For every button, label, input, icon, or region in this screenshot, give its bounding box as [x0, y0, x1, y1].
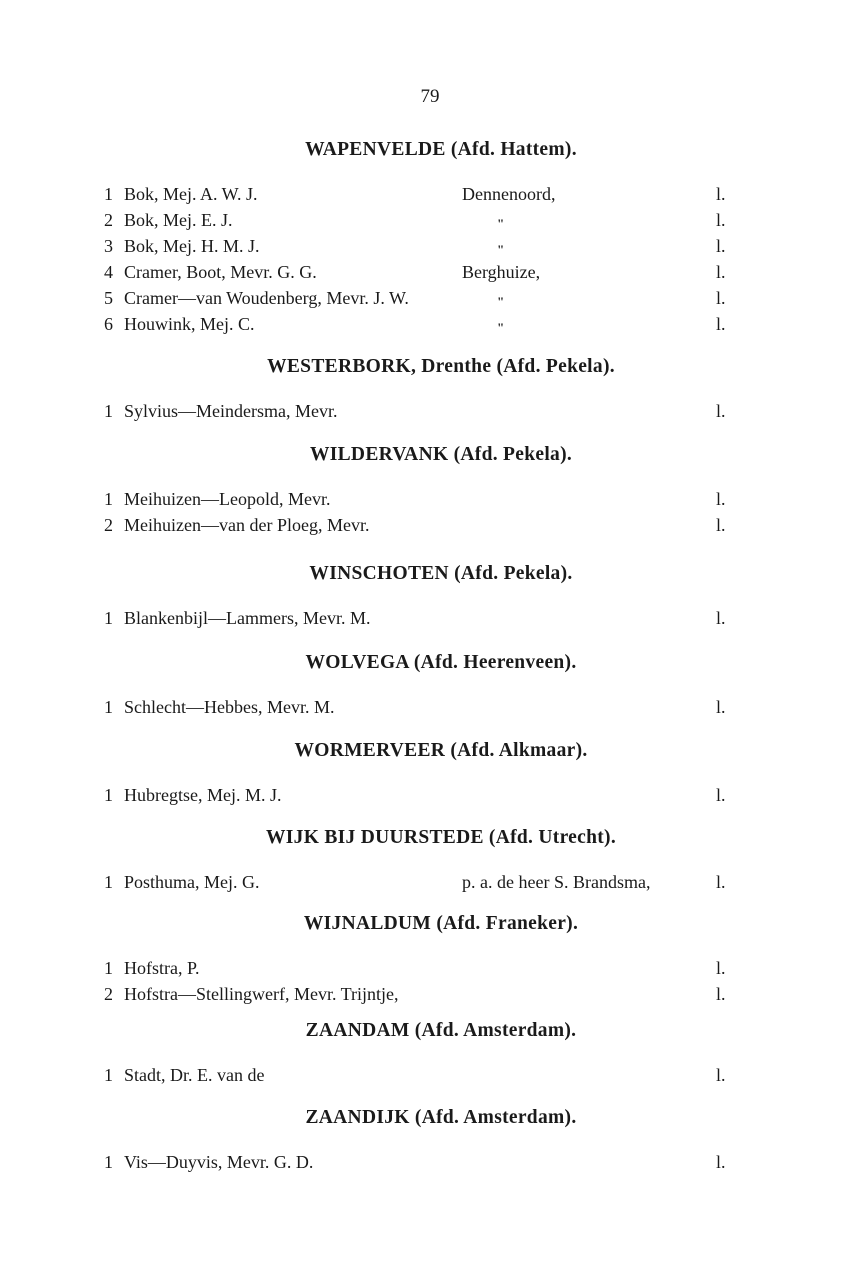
entry-name: Meihuizen—van der Ploeg, Mevr. [124, 515, 370, 535]
entry-row [0, 512, 860, 538]
entry-list [0, 1062, 860, 1088]
entry-mark: l. [716, 872, 726, 892]
section [0, 1105, 860, 1175]
entry-row [0, 233, 860, 259]
entry-list [0, 486, 860, 538]
section-title: WOLVEGA (Afd. Heerenveen). [305, 652, 577, 673]
entry-number: 1 [104, 184, 113, 204]
entry-row [0, 981, 860, 1007]
entry-list [0, 694, 860, 720]
entry-name: Hubregtse, Mej. M. J. [124, 785, 282, 805]
entry-mark: l. [716, 288, 726, 308]
entry-mark: l. [716, 401, 726, 421]
section-title: WINSCHOTEN (Afd. Pekela). [309, 563, 573, 584]
section [0, 1018, 860, 1088]
section-title: WORMERVEER (Afd. Alkmaar). [294, 740, 588, 761]
entry-name: Cramer—van Woudenberg, Mevr. J. W. [124, 288, 409, 308]
entry-name: Bok, Mej. H. M. J. [124, 236, 260, 256]
entry-number: 1 [104, 697, 113, 717]
entry-name: Bok, Mej. A. W. J. [124, 184, 258, 204]
entry-name: Stadt, Dr. E. van de [124, 1065, 265, 1085]
entry-list [0, 955, 860, 1007]
entry-row [0, 398, 860, 424]
entry-name: Hofstra—Stellingwerf, Mevr. Trijntje, [124, 984, 399, 1004]
section [0, 650, 860, 720]
entry-name: Houwink, Mej. C. [124, 314, 255, 334]
entry-row [0, 181, 860, 207]
entry-row [0, 285, 860, 311]
entry-list [0, 181, 860, 337]
entry-row [0, 782, 860, 808]
entry-mark: l. [716, 697, 726, 717]
entry-mark: l. [716, 1152, 726, 1172]
entry-mark: l. [716, 958, 726, 978]
entry-list [0, 782, 860, 808]
entry-name: Meihuizen—Leopold, Mevr. [124, 489, 331, 509]
entry-place: p. a. de heer S. Brandsma, [462, 872, 651, 892]
entry-row [0, 259, 860, 285]
section [0, 442, 860, 538]
entry-number: 6 [104, 314, 113, 334]
entry-row [0, 955, 860, 981]
entry-mark: l. [716, 785, 726, 805]
entry-mark: l. [716, 262, 726, 282]
section-title: WESTERBORK, Drenthe (Afd. Pekela). [267, 356, 615, 377]
entry-number: 1 [104, 785, 113, 805]
entry-list [0, 869, 860, 895]
entry-number: 1 [104, 489, 113, 509]
entry-mark: l. [716, 984, 726, 1004]
entry-row [0, 605, 860, 631]
entry-row [0, 486, 860, 512]
section [0, 561, 860, 631]
entry-number: 4 [104, 262, 113, 282]
ditto-mark: " [497, 294, 505, 309]
page-number: 79 [420, 86, 440, 107]
entry-mark: l. [716, 236, 726, 256]
entry-place: Dennenoord, [462, 184, 556, 204]
ditto-mark: " [497, 242, 505, 257]
section [0, 354, 860, 424]
entry-mark: l. [716, 210, 726, 230]
section-title: WAPENVELDE (Afd. Hattem). [305, 139, 577, 160]
entry-row [0, 207, 860, 233]
entry-number: 1 [104, 608, 113, 628]
entry-number: 2 [104, 210, 113, 230]
entry-place: Berghuize, [462, 262, 541, 282]
entry-number: 1 [104, 872, 113, 892]
section-title: WILDERVANK (Afd. Pekela). [309, 444, 573, 465]
entry-row [0, 1149, 860, 1175]
ditto-mark: " [497, 216, 505, 231]
entry-number: 3 [104, 236, 113, 256]
entry-list [0, 605, 860, 631]
entry-name: Sylvius—Meindersma, Mevr. [124, 401, 338, 421]
section [0, 738, 860, 808]
entry-name: Blankenbijl—Lammers, Mevr. M. [124, 608, 371, 628]
section [0, 911, 860, 1007]
entry-name: Posthuma, Mej. G. [124, 872, 260, 892]
entry-list [0, 1149, 860, 1175]
entry-mark: l. [716, 314, 726, 334]
entry-number: 1 [104, 1065, 113, 1085]
entry-row [0, 694, 860, 720]
entry-name: Bok, Mej. E. J. [124, 210, 233, 230]
entry-list [0, 398, 860, 424]
section-title: WIJNALDUM (Afd. Franeker). [303, 913, 579, 934]
entry-number: 1 [104, 958, 113, 978]
entry-name: Schlecht—Hebbes, Mevr. M. [124, 697, 335, 717]
entry-mark: l. [716, 489, 726, 509]
entry-number: 1 [104, 401, 113, 421]
entry-mark: l. [716, 515, 726, 535]
entry-number: 2 [104, 515, 113, 535]
entry-name: Cramer, Boot, Mevr. G. G. [124, 262, 317, 282]
section-title: WIJK BIJ DUURSTEDE (Afd. Utrecht). [265, 827, 616, 848]
entry-row [0, 1062, 860, 1088]
entry-mark: l. [716, 184, 726, 204]
entry-name: Vis—Duyvis, Mevr. G. D. [124, 1152, 314, 1172]
section [0, 137, 860, 337]
section-title: ZAANDAM (Afd. Amsterdam). [305, 1020, 577, 1041]
ditto-mark: " [497, 320, 505, 335]
entry-mark: l. [716, 608, 726, 628]
entry-mark: l. [716, 1065, 726, 1085]
section [0, 825, 860, 895]
entry-row [0, 869, 860, 895]
entry-number: 1 [104, 1152, 113, 1172]
entry-name: Hofstra, P. [124, 958, 200, 978]
entry-number: 2 [104, 984, 113, 1004]
section-title: ZAANDIJK (Afd. Amsterdam). [305, 1107, 577, 1128]
entry-row [0, 311, 860, 337]
entry-number: 5 [104, 288, 113, 308]
